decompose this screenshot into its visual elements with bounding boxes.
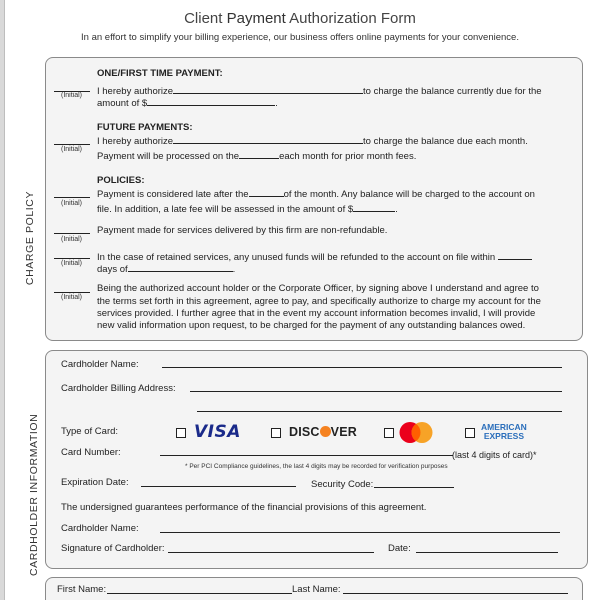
expiration-field[interactable] (141, 486, 296, 487)
cardholder-name-label-2: Cardholder Name: (61, 523, 139, 534)
card-number-suffix: (last 4 digits of card)* (452, 450, 537, 460)
date-label: Date: (388, 543, 411, 554)
first-name-field[interactable] (107, 593, 292, 594)
pci-note: * Per PCI Compliance guidelines, the last 4 digits may be recorded for verification purposes (185, 463, 448, 470)
policy1-line1: Payment is considered late after the of the month. Any balance will be charged to the account on (97, 189, 535, 200)
policy3-line2: days of . (97, 264, 236, 275)
billing-address-field-2[interactable] (197, 411, 562, 412)
initial-line-5[interactable] (54, 258, 90, 259)
refund-days-field[interactable] (498, 250, 532, 260)
card-number-label: Card Number: (61, 447, 121, 458)
expiration-label: Expiration Date: (61, 477, 129, 488)
card-number-field[interactable] (160, 455, 453, 456)
initial-label-5: (Initial) (61, 260, 83, 267)
future-line1: I hereby authorize to charge the balance due each month. (97, 136, 528, 147)
initial-line-3[interactable] (54, 197, 90, 198)
first-name-label: First Name: (57, 584, 107, 595)
initial-label-4: (Initial) (61, 236, 83, 243)
security-code-field[interactable] (374, 487, 454, 488)
amex-logo: AMERICAN EXPRESS (481, 422, 527, 441)
future-heading: FUTURE PAYMENTS: (97, 122, 193, 133)
page-left-edge (0, 0, 5, 600)
visa-logo: VISA (194, 422, 241, 442)
mastercard-checkbox[interactable] (384, 428, 394, 438)
last-name-field[interactable] (343, 593, 568, 594)
card-type-label: Type of Card: (61, 426, 119, 437)
cardholder-name-label: Cardholder Name: (61, 359, 139, 370)
signature-field[interactable] (168, 552, 374, 553)
future-business-field[interactable] (173, 134, 363, 144)
cardholder-name-field-2[interactable] (160, 532, 560, 533)
policies-heading: POLICIES: (97, 175, 145, 186)
initial-label-2: (Initial) (61, 146, 83, 153)
visa-checkbox[interactable] (176, 428, 186, 438)
last-name-label: Last Name: (292, 584, 341, 595)
billing-address-field-1[interactable] (190, 391, 562, 392)
amex-checkbox[interactable] (465, 428, 475, 438)
cardholder-name-field[interactable] (162, 367, 562, 368)
future-line2: Payment will be processed on the each month for prior month fees. (97, 151, 417, 162)
form-title-bold: Payment (226, 10, 286, 27)
date-field[interactable] (416, 552, 558, 553)
form-title: Client Payment Authorization Form (184, 10, 416, 27)
one-time-line1: I hereby authorize to charge the balance currently due for the (97, 86, 542, 97)
initial-line-4[interactable] (54, 233, 90, 234)
initial-label-3: (Initial) (61, 200, 83, 207)
billing-address-label: Cardholder Billing Address: (61, 383, 176, 394)
form-subtitle: In an effort to simplify your billing experience, our business offers online payments for your convenience. (81, 32, 519, 43)
policy4-line4: new valid information upon request, to be charged for the payment of any outstanding balances owed. (97, 320, 526, 331)
policy3-line1: In the case of retained services, any unused funds will be refunded to the account on file within (97, 250, 532, 264)
security-code-label: Security Code: (311, 479, 374, 490)
late-fee-field[interactable] (353, 202, 395, 212)
one-time-line2: amount of $ . (97, 98, 278, 109)
initial-line-6[interactable] (54, 292, 90, 293)
policy2-text: Payment made for services delivered by this firm are non-refundable. (97, 225, 388, 236)
discover-o-icon (320, 426, 331, 437)
initial-label-1: (Initial) (61, 92, 83, 99)
amount-field[interactable] (147, 96, 275, 106)
initial-label-6: (Initial) (61, 294, 83, 301)
discover-checkbox[interactable] (271, 428, 281, 438)
one-time-heading: ONE/FIRST TIME PAYMENT: (97, 68, 223, 79)
guarantee-text: The undersigned guarantees performance of the financial provisions of this agreement. (61, 502, 427, 513)
discover-logo: DISC VER (289, 425, 357, 439)
policy1-line2: file. In addition, a late fee will be assessed in the amount of $ . (97, 204, 398, 215)
process-day-field[interactable] (239, 149, 279, 159)
mastercard-logo-icon (398, 421, 434, 444)
charge-policy-side-label: CHARGE POLICY (24, 190, 36, 286)
policy4-line1: Being the authorized account holder or the Corporate Officer, by signing above I understand and agree to (97, 283, 539, 294)
late-day-field[interactable] (249, 187, 284, 197)
cardholder-side-label: CARDHOLDER INFORMATION (28, 413, 40, 576)
policy4-line3: services provided. I further agree that in the event my account information becomes invalid, I will provide (97, 308, 536, 319)
policy4-line2: the terms set forth in this agreement, agree to pay, and specifically authorize to charge my account for the (97, 296, 541, 307)
business-name-field[interactable] (173, 84, 363, 94)
refund-of-field[interactable] (128, 262, 233, 272)
signature-label: Signature of Cardholder: (61, 543, 165, 554)
initial-line-2[interactable] (54, 144, 90, 145)
